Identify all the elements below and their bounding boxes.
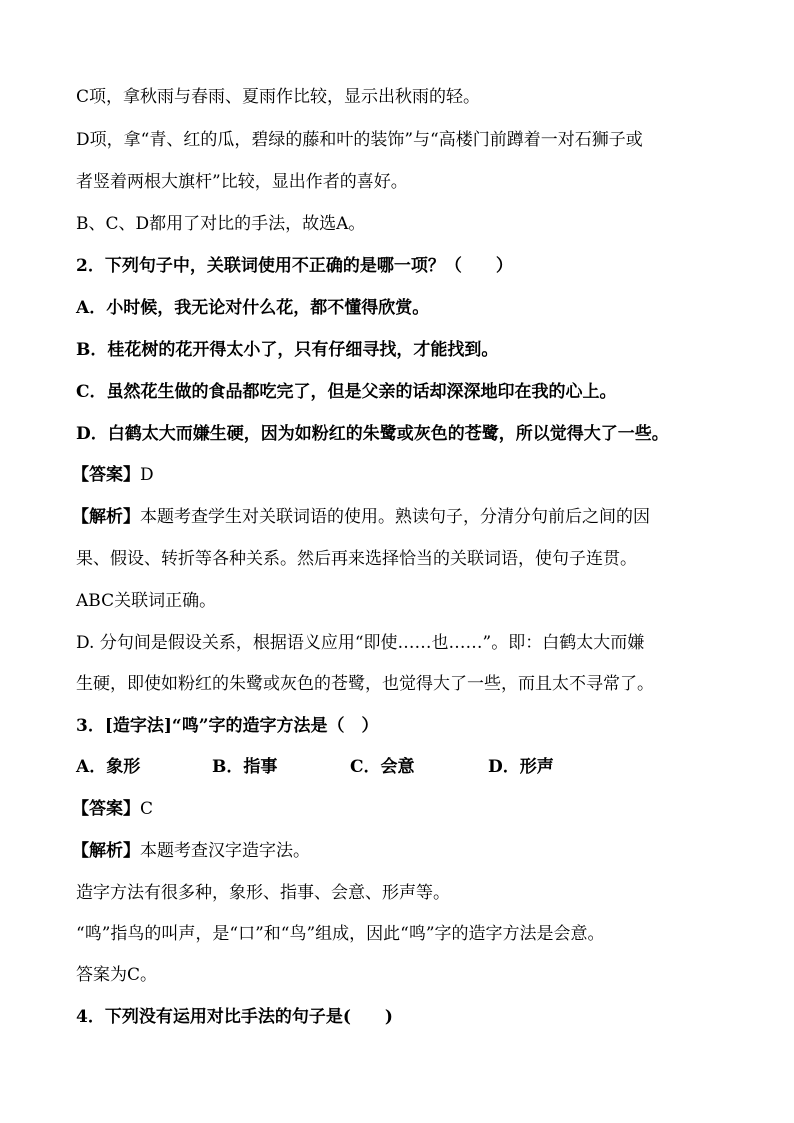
- answer-value: C: [140, 799, 154, 819]
- question-3-option-c: C．会意: [350, 757, 415, 777]
- question-2-analysis: [72, 505, 732, 529]
- text-line: 答案为C。: [76, 965, 158, 985]
- question-3-analysis: [72, 839, 732, 863]
- answer-tag: 【答案】: [72, 799, 140, 819]
- text-line: D项，拿“青、红的瓜，碧绿的藤和叶的装饰”与“高楼门前蹲着一对石狮子或: [76, 130, 643, 150]
- text-line: 果、假设、转折等各种关系。然后再来选择恰当的关联词语，使句子连贯。: [76, 549, 637, 569]
- text-line: 造字方法有很多种，象形、指事、会意、形声等。: [76, 883, 450, 903]
- analysis-text: 本题考查学生对关联词语的使用。熟读句子，分清分句前后之间的因: [140, 507, 650, 527]
- question-3-option-b: B．指事: [212, 757, 278, 777]
- analysis-tag: 【解析】: [72, 507, 140, 527]
- question-2-option-c: C．虽然花生做的食品都吃完了，但是父亲的话却深深地印在我的心上。: [76, 382, 617, 402]
- text-line: D. 分句间是假设关系，根据语义应用“即使……也……”。即：白鹤太大而嫌: [76, 633, 645, 653]
- question-3-stem: 3．[造字法]“鸣”字的造字方法是（ ）: [76, 716, 379, 736]
- text-line: 生硬，即使如粉红的朱鹭或灰色的苍鹭，也觉得大了一些，而且太不寻常了。: [76, 674, 654, 694]
- question-2-option-b: B．桂花树的花开得太小了，只有仔细寻找，才能找到。: [76, 340, 499, 360]
- question-2-stem: 2．下列句子中，关联词使用不正确的是哪一项？（ ）: [76, 256, 513, 276]
- question-3-option-d: D．形声: [488, 757, 554, 777]
- question-2-option-d: D．白鹤太大而嫌生硬，因为如粉红的朱鹭或灰色的苍鹭，所以觉得大了一些。: [76, 424, 669, 444]
- analysis-tag: 【解析】: [72, 841, 140, 861]
- analysis-text: 本题考查汉字造字法。: [140, 841, 310, 861]
- question-3-answer: [72, 797, 732, 821]
- question-3-options: [76, 755, 736, 779]
- text-line: 者竖着两根大旗杆”比较，显出作者的喜好。: [76, 172, 408, 192]
- question-2-answer: [72, 463, 732, 487]
- text-line: ABC关联词正确。: [76, 591, 217, 611]
- text-line: “鸣”指鸟的叫声，是“口”和“鸟”组成，因此“鸣”字的造字方法是会意。: [76, 924, 605, 944]
- answer-value: D: [140, 465, 154, 485]
- text-line: C项，拿秋雨与春雨、夏雨作比较，显示出秋雨的轻。: [76, 87, 481, 107]
- answer-tag: 【答案】: [72, 465, 140, 485]
- question-2-option-a: A．小时候，我无论对什么花，都不懂得欣赏。: [76, 298, 430, 318]
- question-4-stem: 4．下列没有运用对比手法的句子是( ): [76, 1007, 393, 1027]
- question-3-option-a: A．象形: [76, 757, 141, 777]
- text-line: B、C、D都用了对比的手法，故选A。: [76, 214, 366, 234]
